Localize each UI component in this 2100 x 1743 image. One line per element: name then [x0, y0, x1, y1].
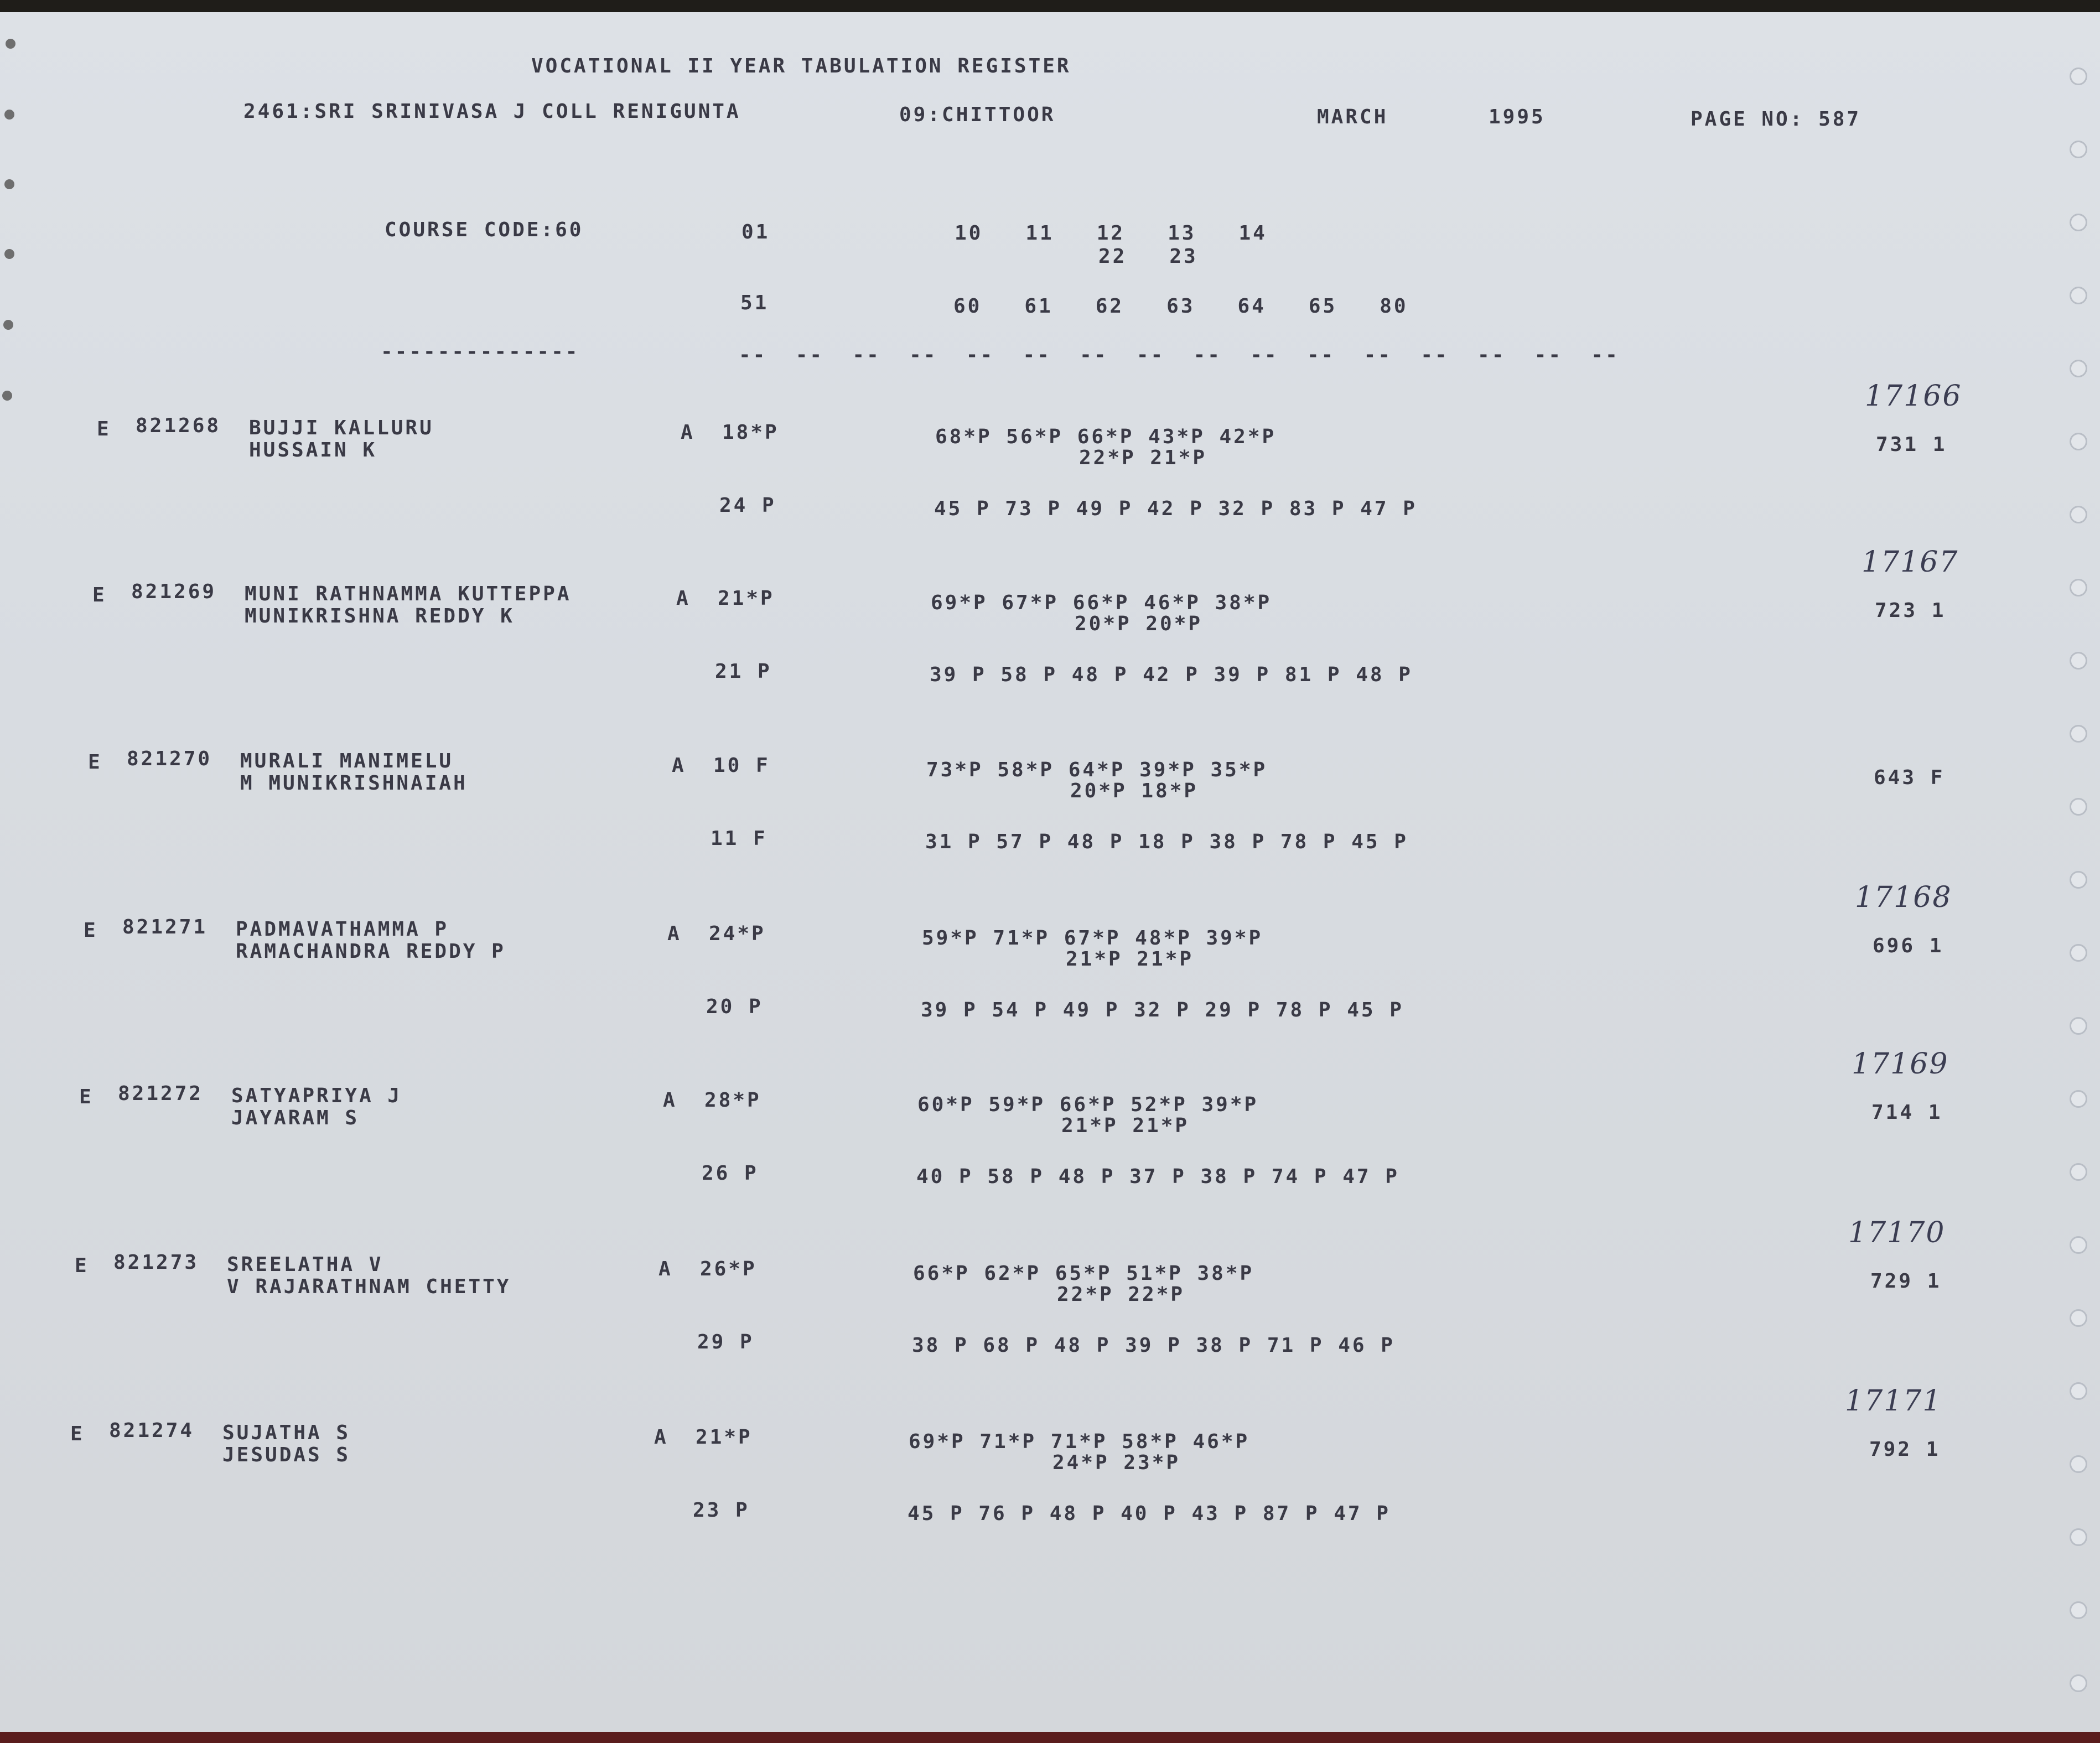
feed-hole	[2070, 1674, 2087, 1692]
first-year-mark: 18*P	[722, 421, 779, 444]
feed-hole	[2070, 944, 2087, 962]
feed-hole	[2070, 1455, 2087, 1473]
course-codes-row2-subjects: 60 61 62 63 64 65 80	[953, 295, 1408, 318]
grade-letter: A	[667, 922, 682, 945]
student-name: SREELATHA V	[227, 1253, 383, 1276]
feed-hole	[2070, 1309, 2087, 1327]
registration-number: 821273	[113, 1251, 199, 1274]
register-sheet	[0, 12, 2100, 1737]
register-title: VOCATIONAL II YEAR TABULATION REGISTER	[531, 55, 1071, 77]
subject-marks-row1: 68*P 56*P 66*P 43*P 42*P	[935, 426, 1277, 448]
feed-hole	[2070, 579, 2087, 596]
parent-name: JAYARAM S	[231, 1107, 360, 1129]
student-name: BUJJI KALLURU	[249, 417, 434, 439]
feed-hole	[2070, 871, 2087, 889]
column-dashes: -- -- -- -- -- -- -- -- -- -- -- -- -- -- -- --	[739, 344, 1620, 366]
binder-hole	[4, 110, 14, 120]
subject-marks-row1: 66*P 62*P 65*P 51*P 38*P	[913, 1262, 1254, 1285]
registration-number: 821269	[131, 580, 217, 603]
subject-marks-row1-sub: 20*P 20*P	[1075, 613, 1203, 635]
feed-hole	[2070, 214, 2087, 231]
subject-marks-row2: 31 P 57 P 48 P 18 P 38 P 78 P 45 P	[925, 831, 1408, 853]
feed-hole	[2070, 506, 2087, 523]
subject-marks-row2: 40 P 58 P 48 P 37 P 38 P 74 P 47 P	[916, 1165, 1399, 1188]
subject-marks-row1: 69*P 67*P 66*P 46*P 38*P	[931, 592, 1272, 614]
parent-name: M MUNIKRISHNAIAH	[240, 772, 468, 795]
grade-letter: A	[676, 587, 691, 610]
record-prefix: E	[97, 418, 111, 440]
feed-hole	[2070, 433, 2087, 450]
course-codes-row2: 51	[740, 292, 769, 314]
first-year-mark: 24*P	[709, 922, 766, 945]
grade-letter: A	[672, 754, 686, 777]
exam-year: 1995	[1489, 106, 1546, 128]
grade-letter: A	[663, 1089, 677, 1112]
parent-name: RAMACHANDRA REDDY P	[236, 940, 506, 963]
district-name: 09:CHITTOOR	[899, 103, 1056, 126]
subject-marks-row1: 69*P 71*P 71*P 58*P 46*P	[909, 1430, 1250, 1453]
handwritten-serial: 17171	[1845, 1384, 1942, 1418]
second-year-mark: 23 P	[693, 1499, 750, 1522]
record-prefix: E	[79, 1086, 94, 1108]
subject-marks-row1-sub: 20*P 18*P	[1070, 780, 1199, 802]
exam-month: MARCH	[1317, 106, 1388, 128]
feed-hole	[2070, 798, 2087, 816]
parent-name: MUNIKRISHNA REDDY K	[245, 605, 515, 627]
subject-marks-row1-sub: 22*P 21*P	[1079, 447, 1207, 469]
second-year-mark: 11 F	[711, 827, 768, 850]
handwritten-serial: 17166	[1865, 380, 1962, 413]
subject-marks-row1: 59*P 71*P 67*P 48*P 39*P	[922, 927, 1263, 950]
grade-letter: A	[654, 1426, 668, 1449]
parent-name: JESUDAS S	[222, 1444, 351, 1466]
course-code-label: COURSE CODE:60	[385, 219, 584, 241]
total-marks: 792 1	[1869, 1438, 1941, 1461]
feed-hole	[2070, 1601, 2087, 1619]
binder-hole	[4, 249, 14, 259]
grade-letter: A	[658, 1258, 673, 1280]
feed-hole	[2070, 1090, 2087, 1108]
registration-number: 821271	[122, 916, 208, 938]
feed-hole	[2070, 287, 2087, 304]
second-year-mark: 26 P	[702, 1162, 759, 1185]
feed-hole	[2070, 1163, 2087, 1181]
feed-hole	[2070, 141, 2087, 158]
first-year-mark: 21*P	[696, 1426, 753, 1449]
feed-hole	[2070, 1382, 2087, 1400]
first-year-mark: 28*P	[704, 1089, 761, 1112]
handwritten-serial: 17170	[1848, 1216, 1946, 1249]
feed-hole	[2070, 1017, 2087, 1035]
student-name: MUNI RATHNAMMA KUTTEPPA	[245, 583, 572, 605]
subject-marks-row1-sub: 21*P 21*P	[1061, 1114, 1190, 1137]
subject-marks-row1-sub: 22*P 22*P	[1057, 1283, 1185, 1306]
total-marks: 643 F	[1874, 766, 1945, 789]
total-marks: 723 1	[1875, 599, 1946, 622]
feed-hole	[2070, 652, 2087, 670]
registration-number: 821270	[127, 748, 212, 770]
registration-number: 821268	[136, 414, 221, 437]
record-prefix: E	[88, 751, 102, 774]
binder-hole	[2, 391, 12, 401]
record-prefix: E	[70, 1423, 85, 1445]
total-marks: 714 1	[1871, 1101, 1943, 1124]
subject-marks-row1-sub: 21*P 21*P	[1066, 948, 1194, 971]
subject-marks-row1: 73*P 58*P 64*P 39*P 35*P	[926, 759, 1268, 781]
course-codes-row1: 01	[742, 221, 770, 243]
subject-marks-row2: 39 P 58 P 48 P 42 P 39 P 81 P 48 P	[930, 663, 1413, 686]
registration-number: 821274	[109, 1419, 195, 1442]
second-year-mark: 20 P	[706, 995, 763, 1018]
first-year-mark: 10 F	[713, 754, 770, 777]
handwritten-serial: 17168	[1855, 881, 1952, 914]
grade-letter: A	[681, 421, 695, 444]
subject-marks-row2: 45 P 73 P 49 P 42 P 32 P 83 P 47 P	[934, 497, 1417, 520]
handwritten-serial: 17169	[1852, 1047, 1949, 1081]
total-marks: 731 1	[1876, 433, 1947, 456]
total-marks: 696 1	[1873, 935, 1944, 957]
total-marks: 729 1	[1870, 1270, 1942, 1293]
course-codes-row1-sub: 22 23	[1098, 245, 1198, 268]
subject-marks-row2: 39 P 54 P 49 P 32 P 29 P 78 P 45 P	[921, 999, 1404, 1021]
course-underline: --------------	[381, 340, 580, 363]
registration-number: 821272	[118, 1082, 204, 1105]
page-number: PAGE NO: 587	[1691, 108, 1862, 131]
student-name: SATYAPRIYA J	[231, 1085, 402, 1107]
second-year-mark: 21 P	[715, 660, 772, 683]
subject-marks-row1: 60*P 59*P 66*P 52*P 39*P	[917, 1093, 1259, 1116]
student-name: MURALI MANIMELU	[240, 750, 454, 772]
record-prefix: E	[92, 584, 107, 606]
college-name: 2461:SRI SRINIVASA J COLL RENIGUNTA	[243, 100, 741, 123]
first-year-mark: 21*P	[718, 587, 775, 610]
register-binding-edge	[0, 1732, 2100, 1743]
binder-hole	[3, 320, 13, 330]
feed-hole	[2070, 1528, 2087, 1546]
binder-hole	[6, 39, 15, 49]
student-name: SUJATHA S	[222, 1422, 351, 1444]
subject-marks-row2: 38 P 68 P 48 P 39 P 38 P 71 P 46 P	[912, 1334, 1395, 1357]
course-codes-row1-subjects: 10 11 12 13 14	[955, 222, 1267, 245]
subject-marks-row1-sub: 24*P 23*P	[1052, 1451, 1181, 1474]
handwritten-serial: 17167	[1862, 546, 1959, 579]
parent-name: V RAJARATHNAM CHETTY	[227, 1275, 511, 1298]
feed-hole	[2070, 68, 2087, 85]
binder-hole	[4, 179, 14, 189]
second-year-mark: 24 P	[719, 494, 776, 517]
second-year-mark: 29 P	[697, 1331, 754, 1353]
subject-marks-row2: 45 P 76 P 48 P 40 P 43 P 87 P 47 P	[908, 1502, 1391, 1525]
student-name: PADMAVATHAMMA P	[236, 918, 449, 941]
first-year-mark: 26*P	[700, 1258, 757, 1280]
feed-hole	[2070, 725, 2087, 743]
record-prefix: E	[75, 1254, 89, 1277]
feed-hole	[2070, 360, 2087, 377]
parent-name: HUSSAIN K	[249, 439, 377, 461]
record-prefix: E	[84, 919, 98, 942]
feed-hole	[2070, 1236, 2087, 1254]
